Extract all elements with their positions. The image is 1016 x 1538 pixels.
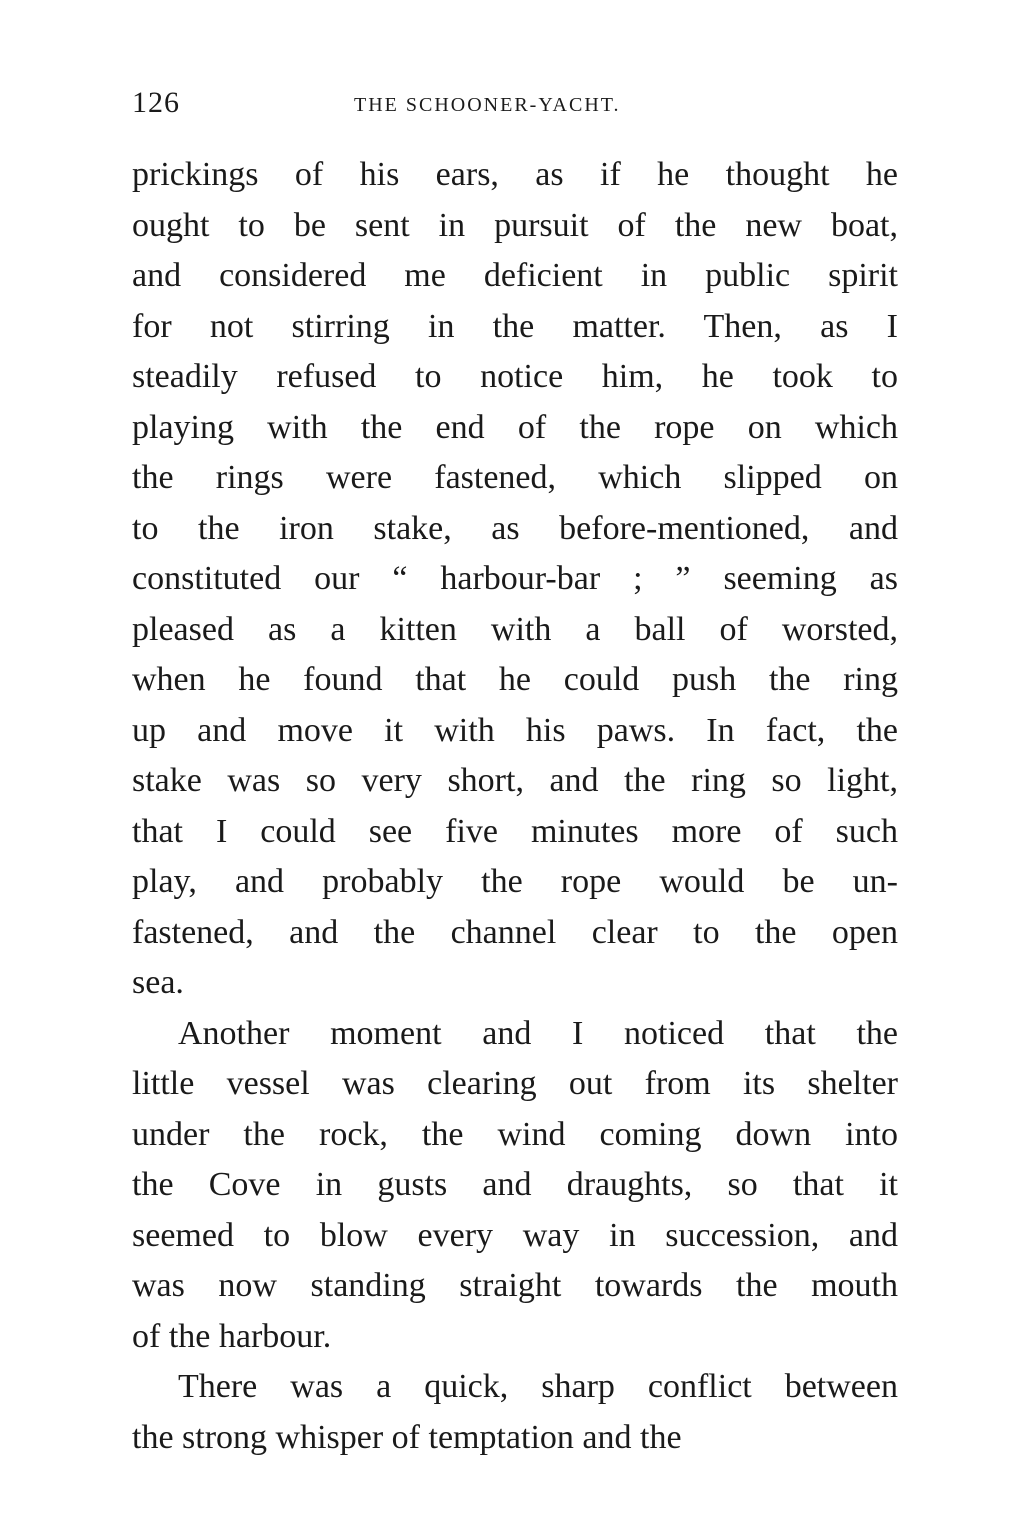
text-line: Another moment and I noticed that the (178, 1014, 898, 1052)
text-line: play, and probably the rope would be un- (132, 863, 898, 900)
paragraph (132, 1009, 898, 1363)
page-number: 126 (132, 86, 180, 119)
text-line: when he found that he could push the ring (132, 661, 898, 698)
text-line: the strong whisper of temptation and the (132, 1418, 682, 1456)
text-line: and considered me deficient in public spirit (132, 257, 898, 294)
text-line: the Cove in gusts and draughts, so that it (132, 1166, 898, 1203)
text-line: to the iron stake, as before-mentioned, and (132, 509, 898, 547)
text-line: up and move it with his paws. In fact, the (132, 711, 898, 749)
text-line: There was a quick, sharp conflict between (178, 1368, 898, 1405)
text-line: the rings were fastened, which slipped on (132, 459, 898, 496)
page-header (132, 86, 902, 126)
text-line: seemed to blow every way in succession, and (132, 1216, 898, 1254)
body-text (132, 150, 898, 1463)
text-line: fastened, and the channel clear to the open (132, 913, 898, 951)
text-line: that I could see five minutes more of such (132, 812, 898, 850)
text-line: of the harbour. (132, 1317, 332, 1355)
text-line: little vessel was clearing out from its shelter (132, 1065, 898, 1102)
text-line: playing with the end of the rope on which (132, 408, 898, 446)
text-line: prickings of his ears, as if he thought he (132, 156, 898, 193)
paragraph (132, 1362, 898, 1463)
text-line: pleased as a kitten with a ball of worsted, (132, 610, 898, 648)
text-line: was now standing straight towards the mouth (132, 1267, 898, 1304)
text-line: constituted our “ harbour-bar ; ” seeming as (132, 560, 898, 597)
text-line: ought to be sent in pursuit of the new boat, (132, 206, 898, 244)
text-line: steadily refused to notice him, he took to (132, 358, 898, 395)
paragraph (132, 150, 898, 1009)
text-line: sea. (132, 964, 184, 1001)
text-line: stake was so very short, and the ring so light, (132, 762, 898, 799)
text-line: under the rock, the wind coming down into (132, 1115, 898, 1153)
text-line: for not stirring in the matter. Then, as I (132, 307, 898, 345)
running-title: THE SCHOONER-YACHT. (354, 94, 621, 116)
